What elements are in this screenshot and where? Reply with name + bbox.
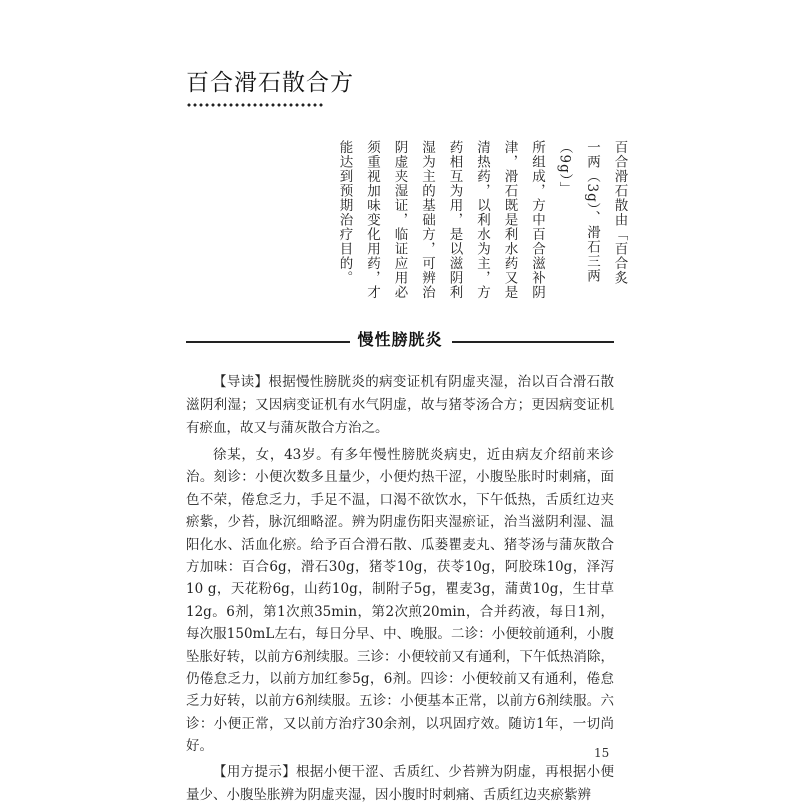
intro-column: 所组成，方中百合滋补阴 bbox=[529, 140, 545, 300]
intro-column: 湿为主的基础方，可辨治 bbox=[419, 140, 435, 300]
intro-column: 须重视加味变化用药，才 bbox=[364, 140, 380, 300]
title-dotted-rule bbox=[186, 102, 324, 108]
intro-vertical-text bbox=[330, 140, 633, 310]
page-title: 百合滑石散合方 bbox=[186, 70, 354, 96]
intro-column: 阴虚夹湿证，临证应用必 bbox=[391, 140, 408, 300]
tip-text: 根据小便干涩、舌质红、少苔辨为阴虚，再根据小便量少、小腹坠胀辨为阴虚夹湿，因小腹时时刺痛、舌质红边夹瘀紫辨 bbox=[186, 763, 615, 803]
case-paragraph: 徐某，女，43岁。有多年慢性膀胱炎病史，近由病友介绍前来诊治。刻诊：小便次数多且量少，小便灼热干涩，小腹坠胀时时刺痛，面色不荣，倦怠乏力，手足不温，口渴不欲饮水，下午低热，舌质红边夹瘀紫，少苔，脉沉细略涩。辨为阴虚伤阳夹湿瘀证，治当滋阴利湿、温阳化水、活血化瘀。给予百合滑石散、瓜蒌瞿麦丸、猪苓汤与蒲灰散合方加味：百合6g，滑石30g，猪苓10g，茯苓10g，阿胶珠10g，泽泻10 g，天花粉6g，山药10g，制附子5g，瞿麦3g，蒲黄10g，生甘草12g。6剂，第1次煎35min，第2次煎20min，合并药液，每日1剂，每次服150mL左右，每日分早、中、晚服。二诊：小便较前通利，小腹坠胀好转，以前方6剂续服。三诊：小便较前又有通利，下午低热消除，仍倦怠乏力，以前方加红参5g，6剂。四诊：小便较前又有通利，倦怠乏力好转，以前方6剂续服。五诊：小便基本正常，以前方6剂续服。六诊：小便正常，又以前方治疗30余剂，以巩固疗效。随访1年，一切尚好。 bbox=[186, 447, 614, 755]
section-heading bbox=[186, 327, 614, 353]
tip-tag: 【用方提示】 bbox=[213, 763, 297, 780]
intro-column: 津，滑石既是利水药又是 bbox=[501, 140, 518, 300]
intro-column: 药相互为用，是以滋阴利 bbox=[446, 140, 463, 300]
intro-column: 一两（3g）、滑石三两（9g）」 bbox=[556, 140, 600, 283]
intro-column: 清热药，以利水为主，方 bbox=[474, 140, 490, 300]
section-rule-right bbox=[452, 341, 614, 343]
guide-text: 根据慢性膀胱炎的病变证机有阴虚夹湿，治以百合滑石散滋阴利湿；又因病变证机有水气阴虚，故与猪苓汤合方；更因病变证机有瘀血，故又与蒲灰散合方治之。 bbox=[186, 374, 615, 436]
intro-column: 能达到预期治疗目的。 bbox=[336, 140, 353, 285]
page-number: 15 bbox=[594, 746, 610, 760]
body-text bbox=[186, 371, 614, 807]
guide-paragraph bbox=[186, 371, 614, 440]
intro-column: 百合滑石散由「百合炙 bbox=[611, 140, 628, 285]
guide-tag: 【导读】 bbox=[213, 374, 269, 390]
section-heading-label: 慢性膀胱炎 bbox=[357, 330, 443, 349]
